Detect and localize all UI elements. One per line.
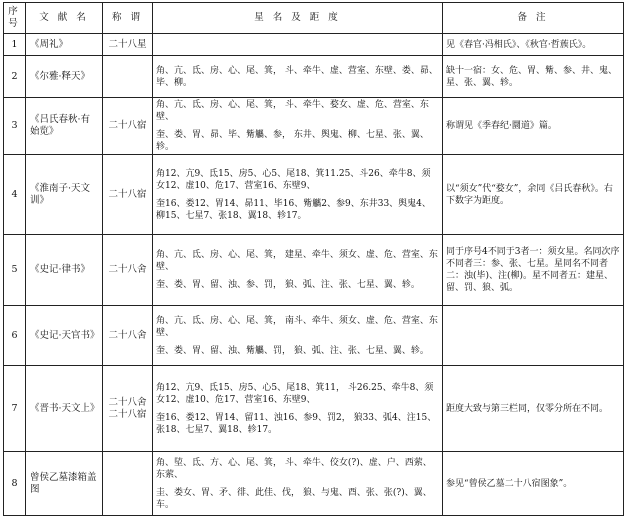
row-seq: 4 (4, 155, 26, 235)
row-seq: 3 (4, 98, 26, 155)
row-stars (153, 56, 443, 98)
row-term (103, 56, 153, 98)
row-doc: 《尔雅·释天》 (26, 56, 103, 98)
row-term: 二十八星 (103, 34, 153, 56)
header-doc: 文 献 名 (26, 3, 103, 34)
row-doc: 《吕氏春秋·有始览》 (26, 98, 103, 155)
row-stars (153, 34, 443, 56)
stars-line-1: 角、亢、氐、房、心、尾、箕， 斗、牵牛、婺女、虚、危、营室、东壁、 (156, 100, 429, 122)
table-row (4, 452, 624, 516)
row-seq: 6 (4, 306, 26, 366)
row-note: 缺十一宿：女、危、胃、觜、参、井、鬼、星、张、翼、轸。 (443, 56, 624, 98)
header-seq: 序号 (4, 3, 26, 34)
row-stars (153, 98, 443, 155)
row-note: 以“须女”代“婺女”，余同《吕氏春秋》。右下数字为距度。 (443, 155, 624, 235)
row-seq: 8 (4, 452, 26, 516)
row-doc: 《史记·天官书》 (26, 306, 103, 366)
table-row (4, 98, 624, 155)
table-row (4, 155, 624, 235)
row-term: 二十八舍 (103, 306, 153, 366)
row-stars (153, 155, 443, 235)
star-mansions-table (3, 2, 624, 516)
row-note: 见《春官·冯相氏》、《秋官·哲蔟氏》。 (443, 34, 624, 56)
stars-line-1: 角、埅、氐、方、心、尾、箕， 斗、牵牛、佼女(?)、虚、户、西萦、东萦、 (156, 457, 432, 480)
stars-line-1: 角、亢、氐、房、心、尾、箕， 斗、牵牛、虚、营室、东壁、娄、昴、毕、柳。 (156, 65, 438, 88)
row-term: 二十八宿 (103, 155, 153, 235)
row-doc: 《周礼》 (26, 34, 103, 56)
row-note: 同于序号4不同于3者一：须女星。名同次序不同者三：参、张、七星。星同名不同者二：浊(毕)、注(柳)。星不同者五：建星、留、罚、狼、弧。 (443, 235, 624, 306)
stars-line-1: 角、亢、氐、房、心、尾、箕， 南斗、牵牛、须女、虚、危、营室、东壁、 (156, 315, 438, 338)
header-stars: 星 名 及 距 度 (153, 3, 443, 34)
table-row (4, 56, 624, 98)
row-stars (153, 452, 443, 516)
stars-line-2: 奎16、娄12、胃14、留11、浊16、参9、罚2， 狼33、弧4、注15、张18、七星7、翼18、轸17。 (156, 412, 437, 435)
stars-line-1: 角、亢、氐、房、心、尾、箕， 建星、牵牛、须女、虚、危、营室、东壁、 (156, 250, 438, 272)
row-stars (153, 306, 443, 366)
row-note: 距度大致与第三栏同，仅零分所在不同。 (443, 366, 624, 452)
row-term: 二十八舍 (103, 235, 153, 306)
stars-line-1: 角12、亢9、氐15、房5、心5、尾18、箕11.25、斗26、牵牛8、须女12、虚10、危17、营室16、东壁9、 (156, 168, 431, 191)
row-seq: 2 (4, 56, 26, 98)
row-note: 参见“曾侯乙墓二十八宿图象”。 (443, 452, 624, 516)
row-term: 二十八舍 二十八宿 (103, 366, 153, 452)
header-term: 称 谓 (103, 3, 153, 34)
header-row (4, 3, 624, 34)
table-row (4, 34, 624, 56)
row-doc: 《淮南子·天文训》 (26, 155, 103, 235)
table-row (4, 235, 624, 306)
row-term (103, 452, 153, 516)
header-note: 备 注 (443, 3, 624, 34)
stars-line-2: 奎、娄、胃、留、浊、觜觿、罚， 狼、弧、注、张、七星、翼、轸。 (156, 345, 429, 356)
table-row (4, 366, 624, 452)
row-seq: 7 (4, 366, 26, 452)
row-stars (153, 235, 443, 306)
row-seq: 1 (4, 34, 26, 56)
table-row (4, 306, 624, 366)
row-note (443, 306, 624, 366)
row-doc: 曾侯乙墓漆箱盖图 (26, 452, 103, 516)
stars-line-2: 奎16、娄12、胃14、昴11、毕16、觜觿2、参9、东井33、舆鬼4、柳15、七星7、张18、翼18、轸17。 (156, 198, 431, 221)
row-note: 称谓见《季春纪·圜道》篇。 (443, 98, 624, 155)
stars-line-2: 奎、娄、胃、留、浊、参、罚， 狼、弧、注、张、七星、翼、轸。 (156, 280, 420, 290)
row-seq: 5 (4, 235, 26, 306)
stars-line-1: 角12、亢9、氐15、房5、心5、尾18、箕11， 斗26.25、牵牛8、须女12、虚10、危17、营室16、东壁9、 (156, 382, 434, 405)
stars-line-2: 圭、娄女、胃、矛、徘、此佳、伐， 狼、与鬼、酉、张、张(?)、翼、车。 (156, 487, 432, 510)
row-doc: 《史记·律书》 (26, 235, 103, 306)
row-doc: 《晋书·天文上》 (26, 366, 103, 452)
row-term: 二十八宿 (103, 98, 153, 155)
stars-line-2: 奎、娄、胃、昴、毕、觜觿、参， 东井、舆鬼、柳、七星、张、翼、轸。 (156, 130, 429, 152)
row-stars (153, 366, 443, 452)
